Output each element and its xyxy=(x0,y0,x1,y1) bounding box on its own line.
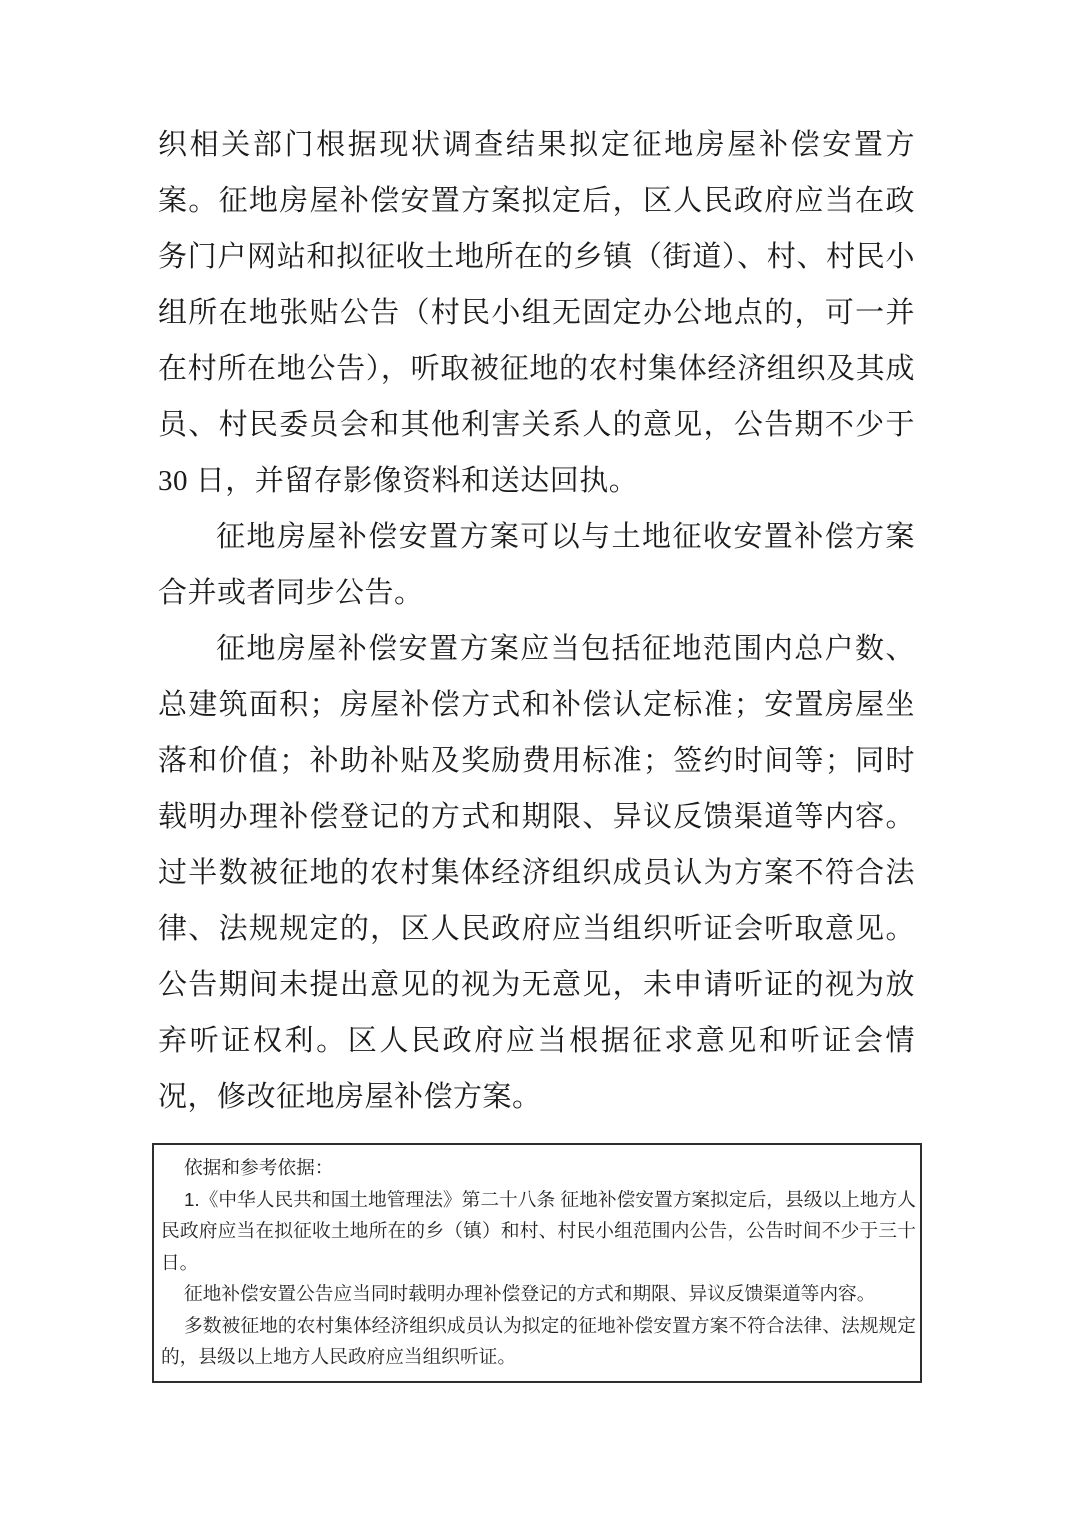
reference-paragraph: 1.《中华人民共和国土地管理法》第二十八条 征地补偿安置方案拟定后，县级以上地方人民政府应当在拟征收土地所在的乡（镇）和村、村民小组范围内公告，公告时间不少于三十日。 xyxy=(161,1188,916,1273)
main-text-block xyxy=(158,117,915,1125)
reference-box-title: 依据和参考依据： xyxy=(184,1157,334,1178)
body-paragraph: 征地房屋补偿安置方案应当包括征地范围内总户数、总建筑面积；房屋补偿方式和补偿认定标准；安置房屋坐落和价值；补助补贴及奖励费用标准；签约时间等；同时载明办理补偿登记的方式和期限、异议反馈渠道等内容。过半数被征地的农村集体经济组织成员认为方案不符合法律、法规规定的，区人民政府应当组织听证会听取意见。公告期间未提出意见的视为无意见，未申请听证的视为放弃听证权利。区人民政府应当根据征求意见和听证会情况，修改征地房屋补偿方案。 xyxy=(158,633,915,1113)
body-paragraph: 征地房屋补偿安置方案可以与土地征收安置补偿方案合并或者同步公告。 xyxy=(158,521,915,609)
reference-paragraph: 多数被征地的农村集体经济组织成员认为拟定的征地补偿安置方案不符合法律、法规规定的，县级以上地方人民政府应当组织听证。 xyxy=(161,1314,916,1367)
body-paragraph: 织相关部门根据现状调查结果拟定征地房屋补偿安置方案。征地房屋补偿安置方案拟定后，区人民政府应当在政务门户网站和拟征收土地所在的乡镇（街道）、村、村民小组所在地张贴公告（村民小组无固定办公地点的，可一并在村所在地公告），听取被征地的农村集体经济组织及其成员、村民委员会和其他利害关系人的意见，公告期不少于 30 日，并留存影像资料和送达回执。 xyxy=(158,129,915,497)
reference-box xyxy=(152,1143,922,1383)
reference-paragraph: 征地补偿安置公告应当同时载明办理补偿登记的方式和期限、异议反馈渠道等内容。 xyxy=(184,1283,876,1304)
